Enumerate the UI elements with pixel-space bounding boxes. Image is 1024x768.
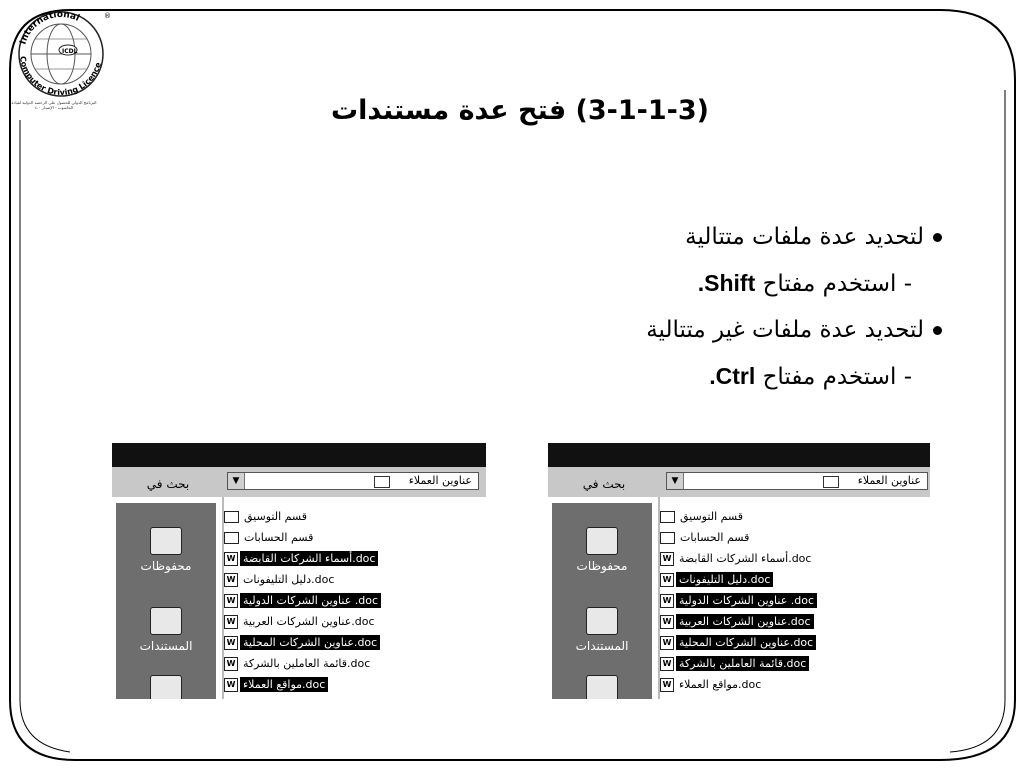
file-name: doc.قائمة العاملين بالشركة [243,657,371,670]
history-folder-icon [586,527,618,555]
file-name: قسم التوسيق [244,510,308,523]
places-item-documents[interactable]: المستندات [552,607,652,653]
file-name: قسم الحسابات [244,531,314,544]
word-document-icon: W [660,657,674,671]
file-name: doc.أسماء الشركات القابضة [679,552,812,565]
svg-text:Computer Driving Licence: Computer Driving Licence [17,55,103,98]
file-row[interactable] [224,653,484,674]
bullet-sub-item: - استخدم مفتاح .Shift [697,270,912,297]
word-document-icon: W [660,615,674,629]
documents-folder-icon [150,607,182,635]
desktop-icon [150,675,182,699]
file-row[interactable] [660,611,920,632]
folder-icon [660,532,675,544]
word-document-icon: W [224,657,238,671]
file-row[interactable] [224,569,484,590]
file-name: doc. عناوين الشركات الدولية [240,593,381,608]
logo-caption: البرنامج الدولي للحصول على الرخصة الدولية لقيادة الحاسوب - الإصدار ٤.٠ [11,100,97,110]
file-row[interactable] [660,569,920,590]
file-dialog-screenshot-right [548,443,930,699]
folder-row[interactable] [660,506,920,527]
file-dialog-screenshot-left [112,443,486,699]
file-name: doc.عناوين الشركات العربية [243,615,375,628]
file-list [224,506,484,695]
places-bar [552,503,652,699]
file-row[interactable] [660,548,920,569]
documents-folder-icon [586,607,618,635]
desktop-icon [586,675,618,699]
file-row[interactable] [660,632,920,653]
svg-text:ICDL: ICDL [62,48,78,55]
word-document-icon: W [660,573,674,587]
word-document-icon: W [224,615,238,629]
file-name: doc.دليل التليفونات [676,572,773,587]
folder-row[interactable] [660,527,920,548]
word-document-icon: W [224,636,238,650]
bullet-item: لتحديد عدة ملفات متتالية [342,214,942,260]
file-name: قسم التوسيق [680,510,744,523]
folder-row[interactable] [224,527,484,548]
word-document-icon: W [660,636,674,650]
file-row[interactable] [224,674,484,695]
word-document-icon: W [660,594,674,608]
word-document-icon: W [224,594,238,608]
folder-icon [660,511,675,523]
folder-icon [224,511,239,523]
look-in-label: بحث في [146,477,190,491]
file-name: قسم الحسابات [680,531,750,544]
svg-text:®: ® [104,12,111,20]
svg-text:International: International [18,9,81,46]
look-in-dropdown[interactable]: ▼ عناوين العملاء [227,472,479,490]
word-document-icon: W [224,678,238,692]
file-row[interactable] [224,611,484,632]
file-name: doc.قائمة العاملين بالشركة [676,656,809,671]
word-document-icon: W [660,552,674,566]
file-name: doc.عناوين الشركات المحلية [240,635,380,650]
file-list [660,506,920,695]
file-name: doc.عناوين الشركات المحلية [676,635,816,650]
look-in-dropdown[interactable]: ▼ عناوين العملاء [666,472,928,490]
bullet-dot-icon [933,326,942,335]
file-row[interactable] [660,590,920,611]
places-item-desktop[interactable] [552,675,652,699]
file-name: doc.مواقع العملاء [240,677,328,692]
places-item-history[interactable]: محفوظات [116,527,216,573]
file-row[interactable] [660,653,920,674]
places-bar [116,503,216,699]
places-item-desktop[interactable] [116,675,216,699]
file-row[interactable] [224,590,484,611]
folder-icon [374,476,390,488]
places-item-history[interactable]: محفوظات [552,527,652,573]
history-folder-icon [150,527,182,555]
file-row[interactable] [224,548,484,569]
folder-icon [224,532,239,544]
chevron-down-icon[interactable]: ▼ [228,473,245,489]
bullet-list [342,214,942,400]
places-item-documents[interactable]: المستندات [116,607,216,653]
icdl-logo [6,4,116,114]
look-in-label: بحث في [582,477,626,491]
dialog-titlebar [112,443,486,467]
bullet-dot-icon [933,233,942,242]
shift-key-label: .Shift [697,270,756,296]
file-name: doc.عناوين الشركات العربية [676,614,814,629]
word-document-icon: W [660,678,674,692]
file-row[interactable] [224,632,484,653]
bullet-sub-item: - استخدم مفتاح .Ctrl [709,363,912,390]
file-name: doc.أسماء الشركات القابضة [240,551,378,566]
folder-row[interactable] [224,506,484,527]
slide-title: (3-1-1-3) فتح عدة مستندات [330,95,709,126]
chevron-down-icon[interactable]: ▼ [667,473,684,489]
file-name: doc.دليل التليفونات [243,573,335,586]
file-row[interactable] [660,674,920,695]
dialog-titlebar [548,443,930,467]
folder-icon [823,476,839,488]
file-name: doc.مواقع العملاء [679,678,762,691]
bullet-item: لتحديد عدة ملفات غير متتالية [342,307,942,353]
file-name: doc. عناوين الشركات الدولية [676,593,817,608]
ctrl-key-label: .Ctrl [709,363,756,389]
word-document-icon: W [224,573,238,587]
word-document-icon: W [224,552,238,566]
